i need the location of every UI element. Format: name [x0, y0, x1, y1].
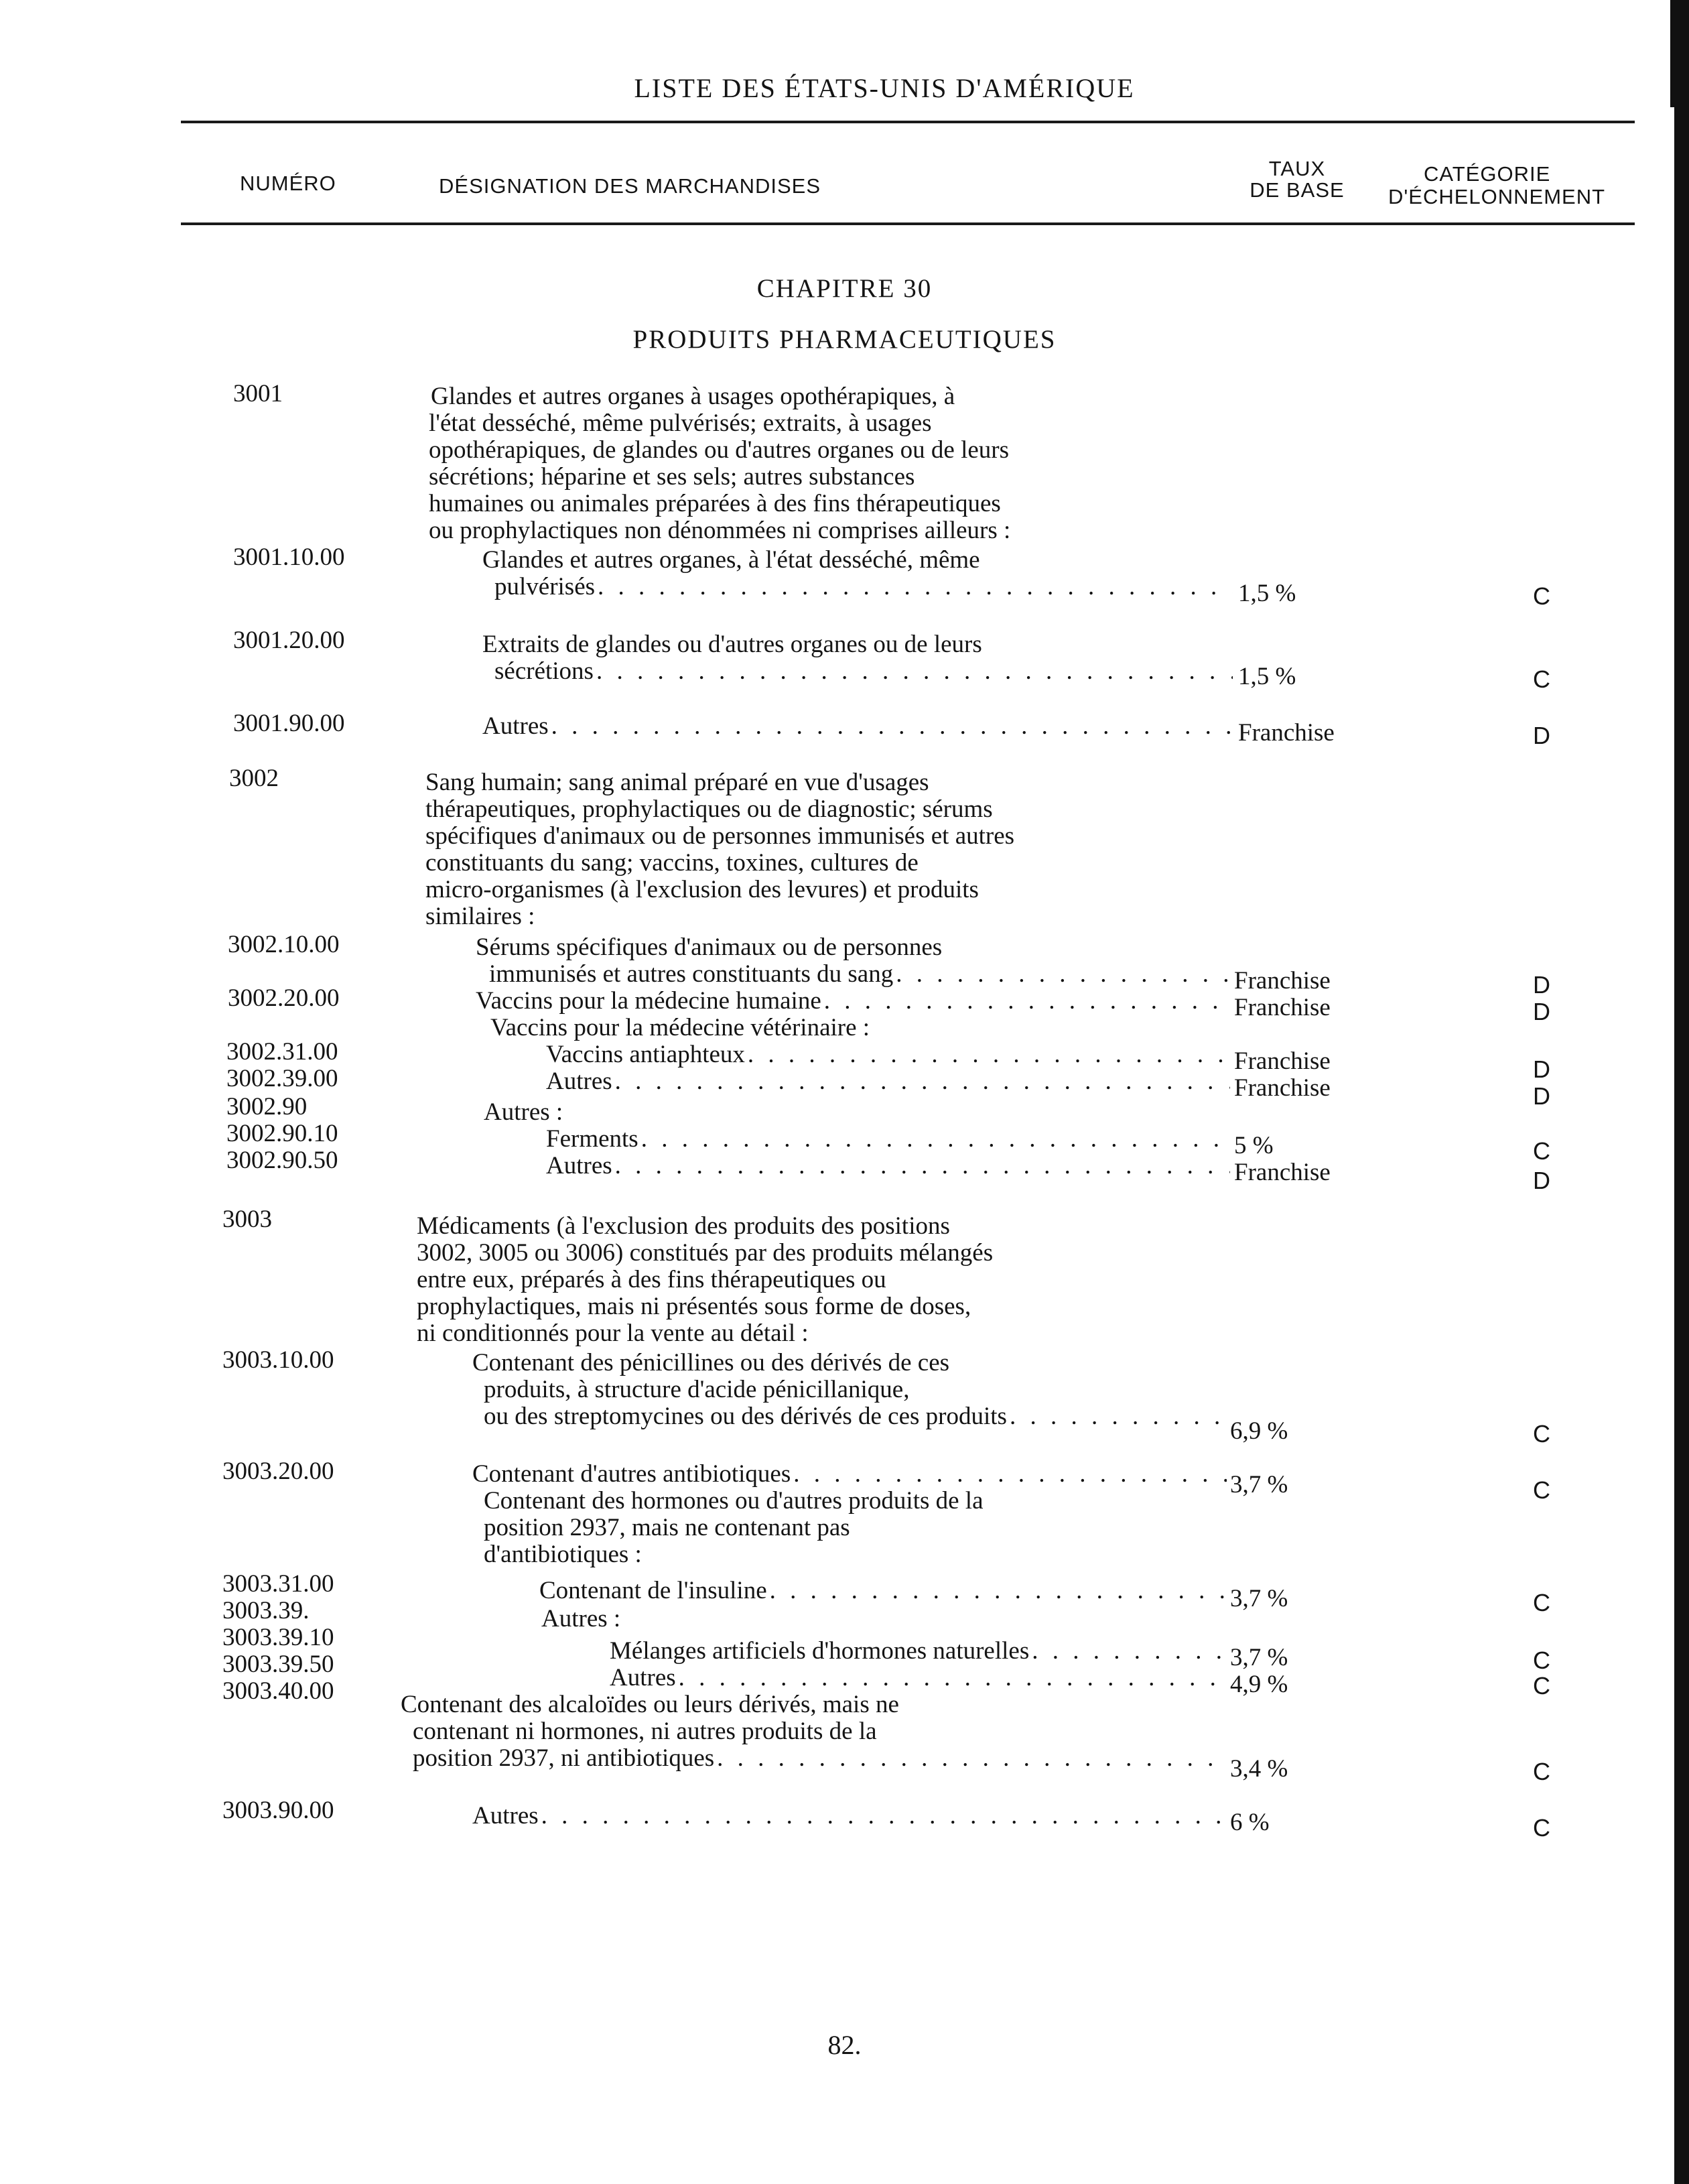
staging-category: C — [1533, 1758, 1550, 1785]
column-header-echelonnement: D'ÉCHELONNEMENT — [1388, 185, 1606, 208]
staging-category: D — [1533, 1167, 1550, 1194]
staging-category: C — [1533, 665, 1550, 693]
item-description: Autres — [472, 1802, 539, 1829]
tariff-code: 3003.39.10 — [222, 1624, 334, 1651]
item-description-leader — [472, 1803, 1229, 1829]
chapter-heading: CHAPITRE 30 — [756, 274, 933, 303]
subheading: position 2937, mais ne contenant pas — [484, 1514, 850, 1541]
tariff-code: 3002 — [229, 765, 279, 792]
item-description: Ferments — [546, 1125, 638, 1153]
heading-line: l'état desséché, même pulvérisés; extraits, à usages — [429, 409, 932, 437]
base-rate: 4,9 % — [1230, 1671, 1288, 1698]
staging-category: D — [1533, 1082, 1550, 1110]
tariff-code: 3001.10.00 — [233, 543, 345, 571]
tariff-code: 3002.90.50 — [226, 1147, 338, 1174]
item-description-leader — [546, 1126, 1233, 1153]
item-description-leader — [546, 1041, 1233, 1068]
tariff-code: 3002.39.00 — [226, 1065, 338, 1092]
item-description-leader — [476, 988, 1233, 1015]
base-rate: Franchise — [1234, 1159, 1331, 1186]
subheading: Autres : — [484, 1098, 563, 1126]
column-header-designation: DÉSIGNATION DES MARCHANDISES — [439, 174, 821, 198]
tariff-code: 3003 — [222, 1206, 272, 1233]
heading-line: spécifiques d'animaux ou de personnes immunisés et autres — [425, 822, 1015, 850]
item-description-leader — [610, 1665, 1230, 1691]
item-description: Autres — [482, 712, 549, 740]
base-rate: Franchise — [1234, 1047, 1331, 1075]
item-description: Vaccins pour la médecine humaine — [476, 987, 821, 1015]
base-rate: 3,7 % — [1230, 1585, 1288, 1612]
heading-line: similaires : — [425, 903, 535, 930]
tariff-code: 3003.40.00 — [222, 1677, 334, 1705]
column-header-taux: TAUX — [1268, 157, 1326, 180]
page-number: 82. — [827, 2030, 862, 2060]
item-description: immunisés et autres constituants du sang — [489, 960, 894, 988]
item-description: Contenant d'autres antibiotiques — [472, 1460, 791, 1488]
subheading: Vaccins pour la médecine vétérinaire : — [490, 1014, 870, 1041]
header-rule-bottom — [181, 222, 1635, 225]
item-description-leader — [539, 1578, 1228, 1604]
item-description: contenant ni hormones, ni autres produits de la — [413, 1718, 877, 1745]
item-description-leader — [413, 1745, 1230, 1772]
base-rate: 3,4 % — [1230, 1755, 1288, 1783]
base-rate: 3,7 % — [1230, 1471, 1288, 1498]
tariff-code: 3003.10.00 — [222, 1346, 334, 1374]
tariff-code: 3002.31.00 — [226, 1038, 338, 1066]
staging-category: C — [1533, 1420, 1550, 1448]
item-description: Extraits de glandes ou d'autres organes ou de leurs — [482, 631, 982, 658]
base-rate: 5 % — [1234, 1132, 1274, 1159]
page-title: LISTE DES ÉTATS-UNIS D'AMÉRIQUE — [634, 73, 1135, 103]
heading-line: prophylactiques, mais ni présentés sous forme de doses, — [417, 1293, 971, 1320]
item-description: pulvérisés — [494, 573, 596, 600]
item-description: Mélanges artificiels d'hormones naturelles — [610, 1637, 1030, 1665]
staging-category: D — [1533, 971, 1550, 999]
heading-line: Glandes et autres organes à usages opothérapiques, à — [431, 383, 955, 410]
item-description-leader — [484, 1403, 1223, 1430]
heading-line: entre eux, préparés à des fins thérapeutiques ou — [417, 1266, 886, 1293]
staging-category: C — [1533, 1137, 1550, 1165]
subheading: d'antibiotiques : — [484, 1541, 642, 1568]
staging-category: D — [1533, 1055, 1550, 1083]
item-description-leader — [472, 1461, 1229, 1488]
column-header-categorie: CATÉGORIE — [1424, 162, 1551, 186]
base-rate: 6 % — [1230, 1809, 1270, 1836]
staging-category: C — [1533, 582, 1550, 610]
subheading: Autres : — [541, 1605, 621, 1632]
column-header-numero: NUMÉRO — [240, 172, 336, 195]
tariff-code: 3003.20.00 — [222, 1458, 334, 1485]
heading-line: sécrétions; héparine et ses sels; autres substances — [429, 463, 915, 491]
tariff-code: 3003.90.00 — [222, 1797, 334, 1824]
heading-line: micro-organismes (à l'exclusion des levures) et produits — [425, 876, 979, 903]
tariff-code: 3001.20.00 — [233, 627, 345, 654]
item-description-leader — [489, 961, 1233, 988]
tariff-code: 3003.31.00 — [222, 1570, 334, 1598]
heading-line: ou prophylactiques non dénommées ni comprises ailleurs : — [429, 517, 1011, 544]
staging-category: D — [1533, 722, 1550, 749]
heading-line: constituants du sang; vaccins, toxines, cultures de — [425, 849, 919, 877]
chapter-title: PRODUITS PHARMACEUTIQUES — [632, 325, 1057, 354]
tariff-code: 3002.20.00 — [228, 984, 340, 1012]
tariff-code: 3001 — [233, 380, 283, 407]
item-description: Sérums spécifiques d'animaux ou de personnes — [476, 934, 943, 961]
staging-category: D — [1533, 998, 1550, 1025]
item-description: position 2937, ni antibiotiques — [413, 1744, 715, 1772]
heading-line: 3002, 3005 ou 3006) constitués par des produits mélangés — [417, 1239, 994, 1267]
staging-category: C — [1533, 1589, 1550, 1616]
tariff-code: 3002.90.10 — [226, 1120, 338, 1147]
base-rate: 6,9 % — [1230, 1417, 1288, 1445]
base-rate: Franchise — [1234, 967, 1331, 994]
heading-line: opothérapiques, de glandes ou d'autres organes ou de leurs — [429, 436, 1009, 464]
item-description: ou des streptomycines ou des dérivés de ces produits — [484, 1403, 1007, 1430]
staging-category: C — [1533, 1672, 1550, 1699]
staging-category: C — [1533, 1647, 1550, 1674]
base-rate: 1,5 % — [1238, 663, 1296, 690]
item-description-leader — [546, 1068, 1233, 1095]
base-rate: 1,5 % — [1238, 580, 1296, 607]
item-description-leader — [494, 658, 1235, 685]
staging-category: C — [1533, 1476, 1550, 1504]
heading-line: Médicaments (à l'exclusion des produits des positions — [417, 1212, 950, 1240]
item-description: Contenant des pénicillines ou des dérivés de ces — [472, 1349, 950, 1376]
base-rate: Franchise — [1234, 1074, 1331, 1102]
tariff-code: 3003.39. — [222, 1597, 310, 1624]
item-description: Autres — [610, 1664, 676, 1691]
tariff-code: 3002.10.00 — [228, 931, 340, 958]
item-description: Vaccins antiaphteux — [546, 1041, 745, 1068]
item-description: Contenant de l'insuline — [539, 1577, 767, 1604]
header-rule-top — [181, 121, 1635, 123]
item-description: Autres — [546, 1152, 612, 1179]
item-description: Glandes et autres organes, à l'état desséché, même — [482, 546, 980, 574]
heading-line: Sang humain; sang animal préparé en vue d'usages — [425, 769, 929, 796]
item-description-leader — [610, 1638, 1230, 1665]
staging-category: C — [1533, 1814, 1550, 1842]
item-description: Contenant des alcaloïdes ou leurs dérivés, mais ne — [401, 1691, 899, 1718]
tariff-code: 3003.39.50 — [222, 1651, 334, 1678]
item-description: Autres — [546, 1068, 612, 1095]
heading-line: ni conditionnés pour la vente au détail : — [417, 1320, 809, 1347]
item-description-leader — [482, 713, 1235, 740]
heading-line: thérapeutiques, prophylactiques ou de diagnostic; sérums — [425, 795, 993, 823]
subheading: Contenant des hormones ou d'autres produits de la — [484, 1487, 984, 1515]
heading-line: humaines ou animales préparées à des fins thérapeutiques — [429, 490, 1001, 517]
item-description: sécrétions — [494, 657, 594, 685]
tariff-code: 3002.90 — [226, 1093, 308, 1120]
base-rate: 3,7 % — [1230, 1644, 1288, 1671]
column-header-de-base: DE BASE — [1249, 178, 1345, 202]
tariff-code: 3001.90.00 — [233, 710, 345, 737]
item-description: produits, à structure d'acide pénicillanique, — [484, 1376, 910, 1403]
item-description-leader — [494, 574, 1235, 600]
item-description-leader — [546, 1153, 1233, 1179]
base-rate: Franchise — [1238, 719, 1335, 747]
base-rate: Franchise — [1234, 994, 1331, 1021]
